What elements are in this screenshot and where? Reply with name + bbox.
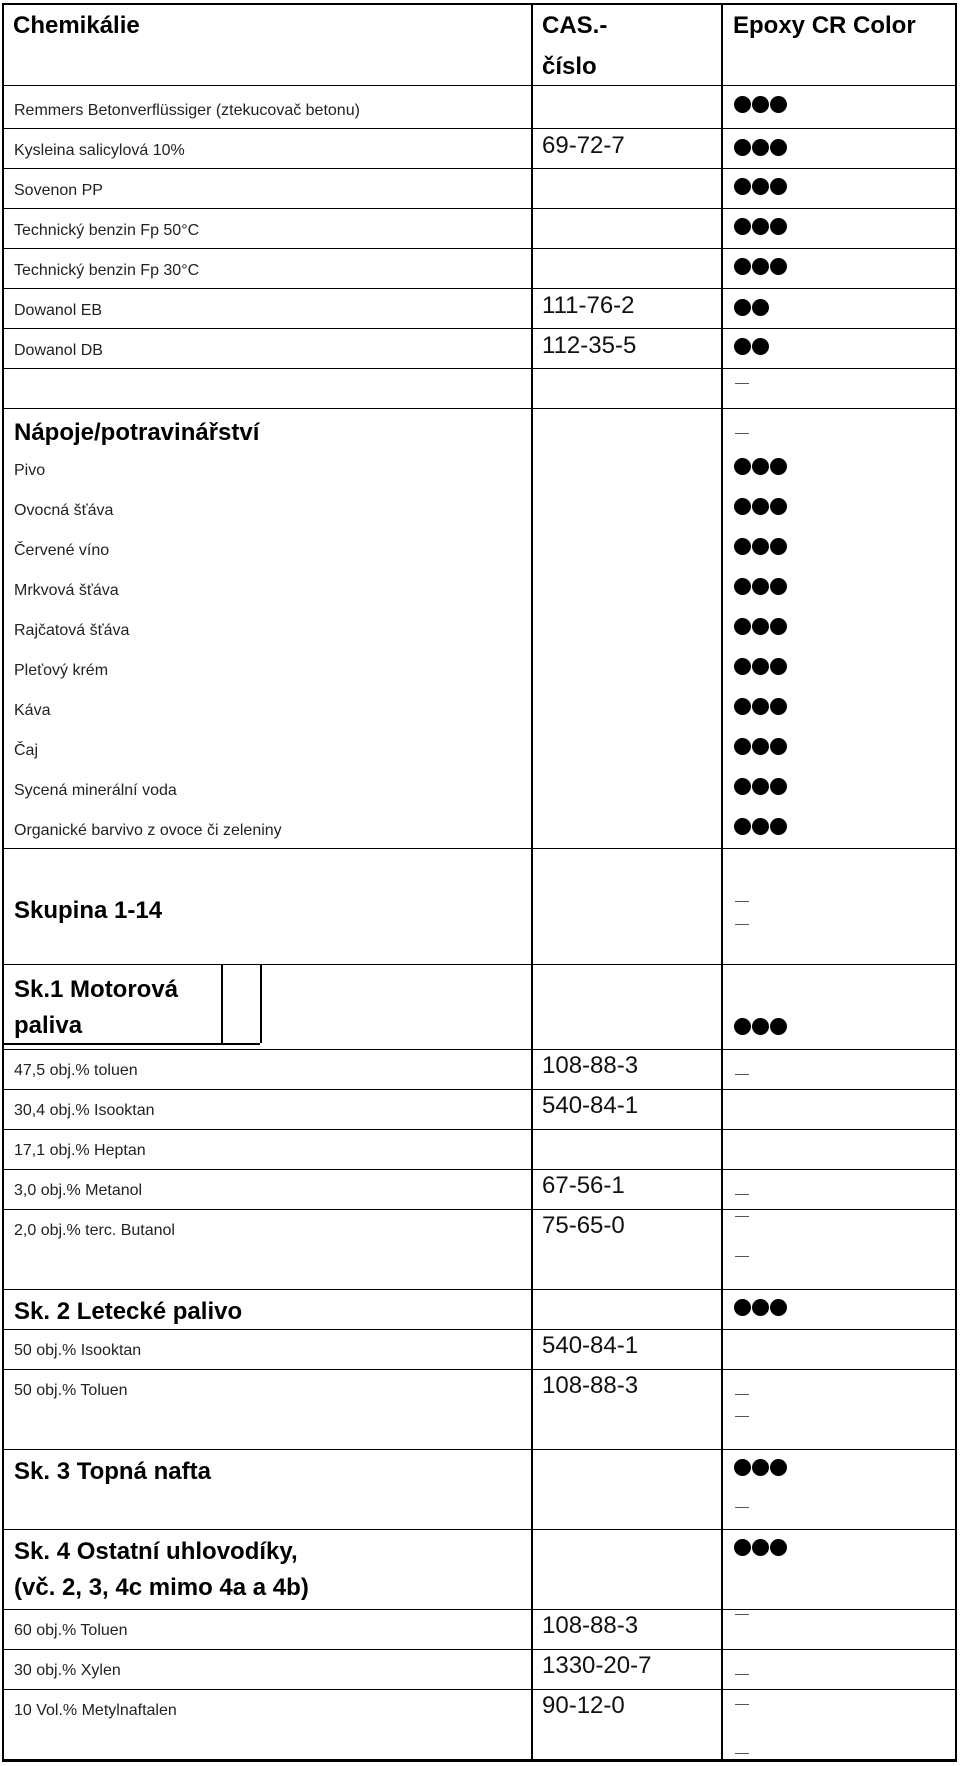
cas-number: 108-88-3	[542, 1052, 639, 1079]
table-row	[4, 449, 955, 489]
table-row	[4, 1330, 955, 1370]
rating-dot-icon	[734, 618, 751, 635]
rating-dot-icon	[770, 618, 787, 635]
resistance-rating	[734, 96, 788, 114]
rating-dot-icon	[752, 1459, 769, 1476]
table-row	[4, 1170, 955, 1210]
rating-dot-icon	[734, 1459, 751, 1476]
chemical-name: Pleťový krém	[14, 662, 109, 679]
dash-icon	[735, 1753, 749, 1754]
rating-dot-icon	[770, 738, 787, 755]
rating-dot-icon	[734, 139, 751, 156]
resistance-rating	[734, 498, 788, 516]
chemical-name: 30,4 obj.% Isooktan	[14, 1102, 155, 1119]
table-row	[4, 489, 955, 529]
table-header	[4, 5, 955, 86]
rating-dot-icon	[734, 578, 751, 595]
cas-number: 69-72-7	[542, 132, 625, 159]
chemical-name-line2: paliva	[14, 1012, 83, 1039]
rating-dot-icon	[734, 778, 751, 795]
resistance-rating	[734, 299, 770, 317]
table-row	[4, 169, 955, 209]
resistance-rating	[734, 1459, 788, 1477]
rating-dot-icon	[770, 578, 787, 595]
header-cas-line1: CAS.-	[542, 12, 608, 39]
chemical-name: 3,0 obj.% Metanol	[14, 1182, 143, 1199]
chemical-name: Sovenon PP	[14, 182, 103, 199]
dash-icon	[735, 1394, 749, 1395]
rating-dot-icon	[752, 1018, 769, 1035]
table-row	[4, 1530, 955, 1570]
chemical-resistance-table	[2, 3, 957, 1762]
rating-dot-icon	[770, 538, 787, 555]
table-row	[4, 129, 955, 169]
rating-dot-icon	[752, 698, 769, 715]
table-row	[4, 1050, 955, 1090]
rating-dot-icon	[770, 96, 787, 113]
rating-dot-icon	[770, 1459, 787, 1476]
table-row	[4, 329, 955, 369]
chemical-name: 47,5 obj.% toluen	[14, 1062, 138, 1079]
resistance-rating	[734, 178, 788, 196]
dash-icon	[735, 1074, 749, 1075]
chemical-name: Sk.1 Motorová	[14, 976, 179, 1003]
rating-dot-icon	[752, 578, 769, 595]
rating-dot-icon	[770, 778, 787, 795]
rating-dot-icon	[770, 1018, 787, 1035]
table-row	[4, 729, 955, 769]
table-row	[4, 649, 955, 689]
cas-number: 108-88-3	[542, 1612, 639, 1639]
rating-dot-icon	[752, 778, 769, 795]
table-row	[4, 849, 955, 965]
resistance-rating	[734, 778, 788, 796]
rating-dot-icon	[752, 299, 769, 316]
chemical-name: Sk. 3 Topná nafta	[14, 1458, 211, 1485]
resistance-rating	[734, 578, 788, 596]
resistance-rating	[734, 338, 770, 356]
rating-dot-icon	[734, 698, 751, 715]
rating-dot-icon	[752, 498, 769, 515]
dash-icon	[735, 924, 749, 925]
chemical-name: Nápoje/potravinářství	[14, 419, 260, 446]
table-row	[4, 769, 955, 809]
rating-dot-icon	[770, 818, 787, 835]
rating-dot-icon	[770, 1299, 787, 1316]
rating-dot-icon	[734, 498, 751, 515]
rating-dot-icon	[770, 139, 787, 156]
table-row	[4, 1610, 955, 1650]
table-row	[4, 1290, 955, 1330]
resistance-rating	[734, 818, 788, 836]
table-row	[4, 249, 955, 289]
rating-dot-icon	[752, 1299, 769, 1316]
table-row	[4, 369, 955, 409]
cas-number: 90-12-0	[542, 1692, 625, 1719]
chemical-name: 60 obj.% Toluen	[14, 1622, 128, 1639]
table-row	[4, 289, 955, 329]
resistance-rating	[734, 618, 788, 636]
table-row	[4, 1650, 955, 1690]
dash-icon	[735, 1704, 749, 1705]
resistance-rating	[734, 139, 788, 157]
chemical-name: Technický benzin Fp 30°C	[14, 262, 200, 279]
chemical-name: Skupina 1-14	[14, 897, 163, 924]
chemical-name: 50 obj.% Toluen	[14, 1382, 128, 1399]
chemical-name: Káva	[14, 702, 51, 719]
chemical-name: Červené víno	[14, 542, 110, 559]
rating-dot-icon	[752, 1539, 769, 1556]
table-row	[4, 1090, 955, 1130]
cas-number: 1330-20-7	[542, 1652, 652, 1679]
header-rating: Epoxy CR Color	[733, 12, 916, 39]
cas-number: 67-56-1	[542, 1172, 625, 1199]
rating-dot-icon	[734, 1539, 751, 1556]
rating-dot-icon	[734, 1299, 751, 1316]
chemical-name: Organické barvivo z ovoce či zeleniny	[14, 822, 282, 839]
table-row	[4, 1570, 955, 1610]
resistance-rating	[734, 218, 788, 236]
table-row	[4, 1690, 955, 1760]
rating-dot-icon	[752, 618, 769, 635]
chemical-name: 50 obj.% Isooktan	[14, 1342, 142, 1359]
chemical-name: Sycená minerální voda	[14, 782, 177, 799]
rating-dot-icon	[752, 139, 769, 156]
rating-dot-icon	[770, 498, 787, 515]
resistance-rating	[734, 658, 788, 676]
rating-dot-icon	[752, 178, 769, 195]
resistance-rating	[734, 1539, 788, 1557]
rating-dot-icon	[752, 818, 769, 835]
table-row	[4, 1210, 955, 1290]
chemical-name: 10 Vol.% Metylnaftalen	[14, 1702, 177, 1719]
rating-dot-icon	[752, 338, 769, 355]
chemical-name: 2,0 obj.% terc. Butanol	[14, 1222, 175, 1239]
chemical-name: Rajčatová šťáva	[14, 622, 130, 639]
rating-dot-icon	[770, 1539, 787, 1556]
chemical-name: Mrkvová šťáva	[14, 582, 119, 599]
table-row	[4, 529, 955, 569]
table-row	[4, 1450, 955, 1530]
rating-dot-icon	[734, 96, 751, 113]
chemical-name: Sk. 4 Ostatní uhlovodíky,	[14, 1538, 298, 1565]
chemical-name: Pivo	[14, 462, 46, 479]
cas-number: 540-84-1	[542, 1332, 639, 1359]
table-row	[4, 609, 955, 649]
chemical-name: Technický benzin Fp 50°C	[14, 222, 200, 239]
chemical-name: Čaj	[14, 742, 39, 759]
rating-dot-icon	[752, 538, 769, 555]
table-row	[4, 1370, 955, 1450]
resistance-rating	[734, 1018, 788, 1036]
table-row	[4, 409, 955, 449]
header-chemicals: Chemikálie	[13, 12, 140, 39]
dash-icon	[735, 1416, 749, 1417]
dash-icon	[735, 1194, 749, 1195]
rating-dot-icon	[752, 738, 769, 755]
resistance-rating	[734, 1299, 788, 1317]
rating-dot-icon	[770, 698, 787, 715]
cas-number: 540-84-1	[542, 1092, 639, 1119]
rating-dot-icon	[770, 178, 787, 195]
rating-dot-icon	[734, 338, 751, 355]
rating-dot-icon	[752, 218, 769, 235]
dash-icon	[735, 1614, 749, 1615]
rating-dot-icon	[752, 658, 769, 675]
resistance-rating	[734, 538, 788, 556]
table-row	[4, 965, 955, 1050]
chemical-name: 17,1 obj.% Heptan	[14, 1142, 146, 1159]
rating-dot-icon	[752, 96, 769, 113]
chemical-name: Kysleina salicylová 10%	[14, 142, 185, 159]
chemical-name: Ovocná šťáva	[14, 502, 114, 519]
dash-icon	[735, 1674, 749, 1675]
dash-icon	[735, 383, 749, 384]
resistance-rating	[734, 258, 788, 276]
dash-icon	[735, 433, 749, 434]
rating-dot-icon	[734, 458, 751, 475]
cas-number: 112-35-5	[542, 332, 637, 359]
cas-number: 108-88-3	[542, 1372, 639, 1399]
rating-dot-icon	[734, 258, 751, 275]
table-row	[4, 86, 955, 129]
table-row	[4, 1130, 955, 1170]
dash-icon	[735, 1507, 749, 1508]
rating-dot-icon	[734, 818, 751, 835]
rating-dot-icon	[752, 458, 769, 475]
resistance-rating	[734, 458, 788, 476]
rating-dot-icon	[734, 218, 751, 235]
chemical-name: Remmers Betonverflüssiger (ztekucovač betonu)	[14, 102, 360, 119]
chemical-name: Dowanol DB	[14, 342, 103, 359]
rating-dot-icon	[734, 738, 751, 755]
table-row	[4, 209, 955, 249]
rating-dot-icon	[770, 458, 787, 475]
dash-icon	[735, 901, 749, 902]
chemical-name: Dowanol EB	[14, 302, 103, 319]
chemical-name: 30 obj.% Xylen	[14, 1662, 121, 1679]
resistance-rating	[734, 698, 788, 716]
rating-dot-icon	[734, 1018, 751, 1035]
rating-dot-icon	[770, 258, 787, 275]
rating-dot-icon	[770, 218, 787, 235]
rating-dot-icon	[734, 658, 751, 675]
rating-dot-icon	[734, 178, 751, 195]
dash-icon	[735, 1256, 749, 1257]
dash-icon	[735, 1216, 749, 1217]
rating-dot-icon	[734, 538, 751, 555]
resistance-rating	[734, 738, 788, 756]
table-row	[4, 809, 955, 849]
table-row	[4, 569, 955, 609]
header-cas-line2: číslo	[542, 53, 597, 80]
chemical-name: (vč. 2, 3, 4c mimo 4a a 4b)	[14, 1574, 309, 1601]
chemical-name: Sk. 2 Letecké palivo	[14, 1298, 243, 1325]
rating-dot-icon	[770, 658, 787, 675]
rating-dot-icon	[734, 299, 751, 316]
cas-number: 75-65-0	[542, 1212, 625, 1239]
cas-number: 111-76-2	[542, 292, 635, 319]
table-row	[4, 689, 955, 729]
rating-dot-icon	[752, 258, 769, 275]
